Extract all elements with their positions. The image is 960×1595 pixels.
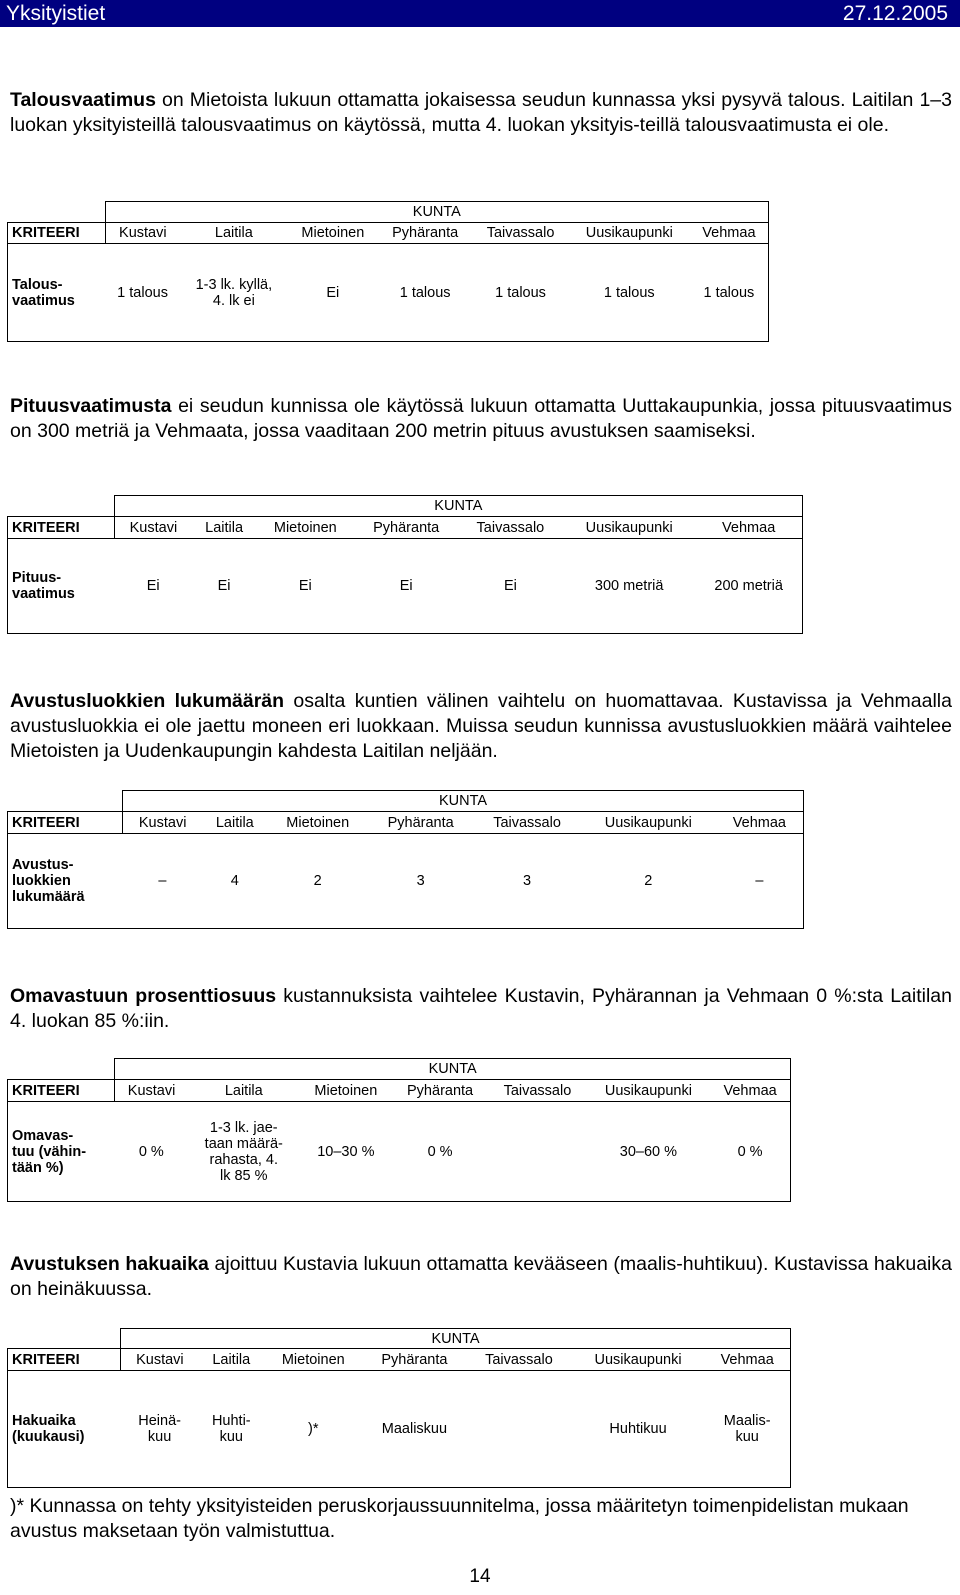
table-omavastuu: KUNTA KRITEERI Kustavi Laitila Mietoinen Pyhäranta Taivassalo Uusikaupunki Vehmaa Omavas- tuu (vähin- tään %) 0 % 1-3 lk. jae- taan määrä- rahasta, 4. lk 85 % 10–30 % 0 % 30–60 % 0 % — [7, 1058, 791, 1202]
document-title: Yksityistiet — [6, 2, 106, 25]
table-pituusvaatimus: KUNTA KRITEERI Kustavi Laitila Mietoinen Pyhäranta Taivassalo Uusikaupunki Vehmaa Pituus- vaatimus Ei Ei Ei Ei Ei 300 metriä 200 metriä — [7, 495, 803, 634]
table-hakuaika: KUNTA KRITEERI Kustavi Laitila Mietoinen Pyhäranta Taivassalo Uusikaupunki Vehmaa Hakuaika (kuukausi) Heinä- kuu Huhti- kuu )* Maaliskuu Huhtikuu Maalis- kuu — [7, 1328, 791, 1488]
paragraph-omavastuu: Omavastuun prosenttiosuus kustannuksista vaihtelee Kustavin, Pyhärannan ja Vehmaan 0 %:sta Laitilan 4. luokan 85 %:iin. — [10, 985, 952, 1032]
document-header — [0, 0, 960, 27]
footnote: )* Kunnassa on tehty yksityisteiden peruskorjaussuunnitelma, jossa määritetyn toimenpidelistan mukaan avustus maksetaan työn valmistuttua. — [10, 1495, 909, 1542]
criteria-header: KRITEERI — [8, 223, 106, 244]
table-talousvaatimus: KUNTA KRITEERI Kustavi Laitila Mietoinen Pyhäranta Taivassalo Uusikaupunki Vehmaa Talous- vaatimus 1 talous 1-3 lk. kyllä, 4. lk ei Ei 1 talous 1 talous 1 talous 1 talous — [7, 201, 769, 342]
document-date: 27.12.2005 — [842, 2, 948, 25]
paragraph-avustusluokat: Avustusluokkien lukumäärän osalta kuntien välinen vaihtelu on huomattavaa. Kustavissa ja Vehmaalla avustusluokkia ei ole jaettu moneen eri luokkaan. Muissa seudun kunnissa avustusluokkien määrä vaihtelee Mietoisten ja Uudenkaupungin kahdesta Laitilan neljään. — [10, 690, 952, 762]
page-number: 14 — [469, 1566, 491, 1587]
paragraph-hakuaika: Avustuksen hakuaika ajoittuu Kustavia lukuun ottamatta kevääseen (maalis-huhtikuu). Kustavissa hakuaika on heinäkuussa. — [10, 1253, 952, 1300]
paragraph-pituusvaatimus: Pituusvaatimusta ei seudun kunnissa ole käytössä lukuun ottamatta Uuttakaupunkia, jossa pituusvaatimus on 300 metriä ja Vehmaata, jossa vaaditaan 200 metrin pituus avustuksen saamiseksi. — [10, 395, 952, 442]
paragraph-talousvaatimus: Talousvaatimus on Mietoista lukuun ottamatta jokaisessa seudun kunnassa yksi pysyvä talous. Laitilan 1–3 luokan yksityisteillä talousvaatimus on käytössä, mutta 4. luokan yksityis-teillä talousvaatimusta ei ole. — [10, 89, 952, 136]
table-avustusluokat: KUNTA KRITEERI Kustavi Laitila Mietoinen Pyhäranta Taivassalo Uusikaupunki Vehmaa Avustus- luokkien lukumäärä – 4 2 3 3 2 – — [7, 790, 804, 929]
kunta-header: KUNTA — [105, 202, 768, 223]
row-label: Talous- vaatimus — [8, 244, 106, 342]
